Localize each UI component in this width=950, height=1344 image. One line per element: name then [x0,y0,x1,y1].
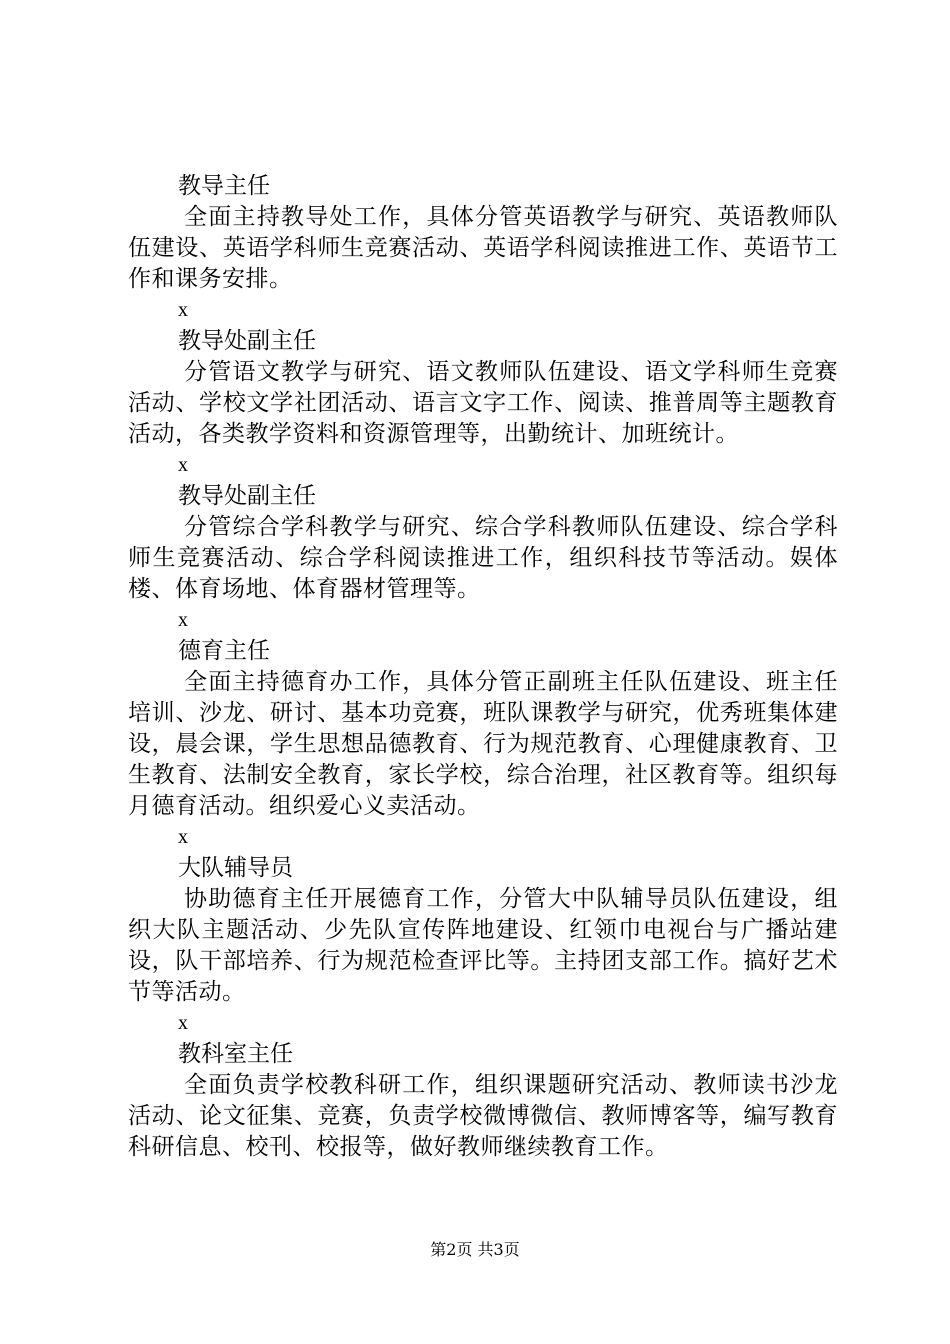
section-body: 全面主持教导处工作，具体分管英语教学与研究、英语教师队伍建设、英语学科师生竞赛活动、英语学科阅读推进工作、英语节工作和课务安排。 [128,204,838,292]
section-3 [128,480,838,635]
section-title: 教导处副主任 [178,483,316,509]
section-title: 教导主任 [178,173,270,199]
section-title: 德育主任 [178,638,270,664]
section-5 [128,852,838,1038]
section-body: 协助德育主任开展德育工作，分管大中队辅导员队伍建设，组织大队主题活动、少先队宣传阵地建设、红领巾电视台与广播站建设，队干部培养、行为规范检查评比等。主持团支部工作。搞好艺术节等活动。 [128,886,838,1005]
section-6 [128,1038,838,1163]
section-body: 全面主持德育办工作，具体分管正副班主任队伍建设、班主任培训、沙龙、研讨、基本功竞赛，班队课教学与研究，优秀班集体建设，晨会课，学生思想品德教育、行为规范教育、心理健康教育、卫生教育、法制安全教育，家长学校，综合治理，社区教育等。组织每月德育活动。组织爱心义卖活动。 [128,669,838,819]
section-title: 大队辅导员 [178,855,293,881]
separator-mark: x [178,454,188,476]
section-title: 教导处副主任 [178,328,316,354]
section-1 [128,170,838,325]
section-title: 教科室主任 [178,1041,293,1067]
separator-mark: x [178,1012,188,1034]
document-page [128,170,838,1163]
separator-mark: x [178,299,188,321]
section-body: 全面负责学校教科研工作，组织课题研究活动、教师读书沙龙活动、论文征集、竞赛，负责学校微博微信、教师博客等，编写教育科研信息、校刊、校报等，做好教师继续教育工作。 [128,1072,838,1160]
separator-mark: x [178,826,188,848]
section-body: 分管语文教学与研究、语文教师队伍建设、语文学科师生竞赛活动、学校文学社团活动、语言文字工作、阅读、推普周等主题教育活动，各类教学资料和资源管理等，出勤统计、加班统计。 [128,359,838,447]
page-footer: 第2页 共3页 [430,1240,520,1259]
section-4 [128,635,838,852]
section-body: 分管综合学科教学与研究、综合学科教师队伍建设、综合学科师生竞赛活动、综合学科阅读推进工作，组织科技节等活动。娱体楼、体育场地、体育器材管理等。 [128,514,838,602]
section-2 [128,325,838,480]
separator-mark: x [178,609,188,631]
